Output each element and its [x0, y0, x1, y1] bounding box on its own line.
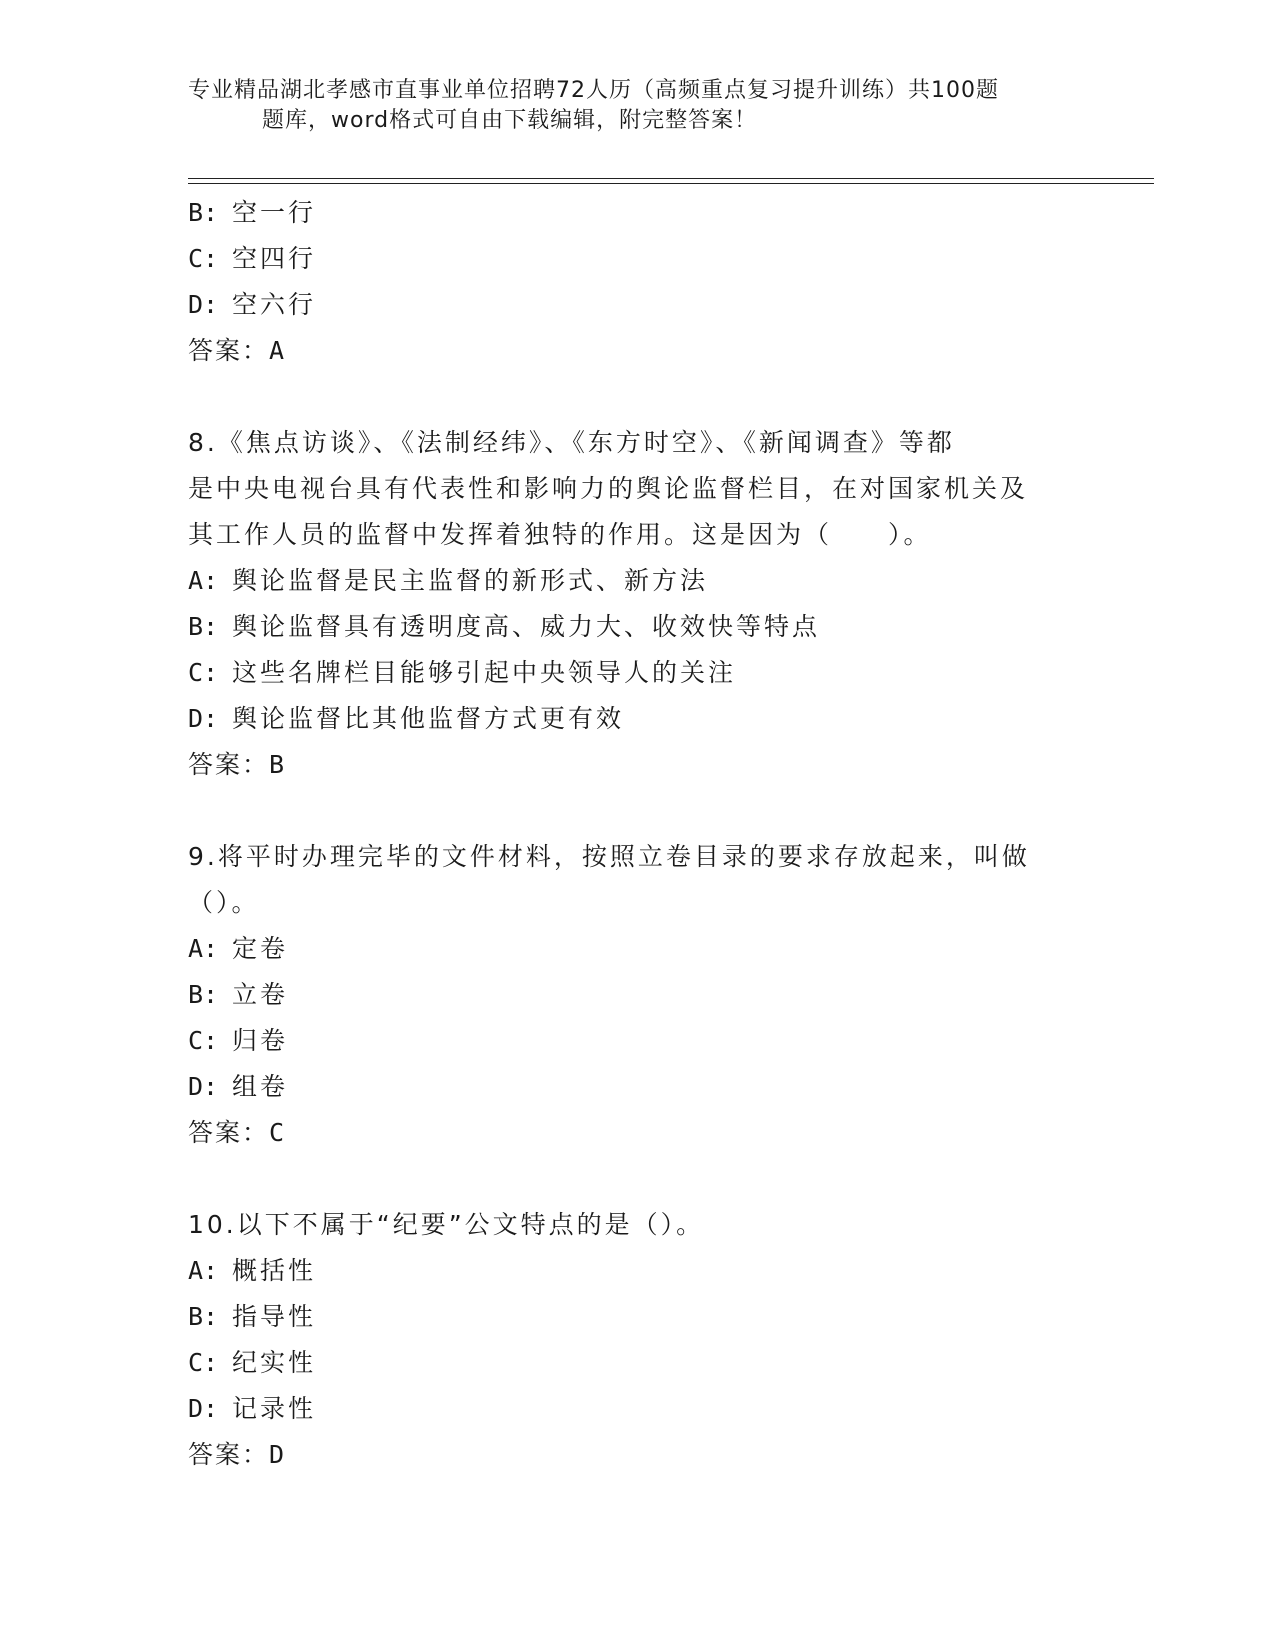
- option-key: D:: [188, 704, 219, 733]
- document-header: [188, 76, 1088, 136]
- question-stem-line: 8.《焦点访谈》、《法制经纬》、《东方时空》、《新闻调查》等都: [188, 428, 955, 457]
- question-stem-line: 9.将平时办理完毕的文件材料，按照立卷目录的要求存放起来，叫做: [188, 842, 1030, 871]
- option-c: [188, 1018, 1108, 1064]
- answer-value: C: [269, 1118, 287, 1147]
- question-spacer: [188, 788, 1108, 834]
- option-d: [188, 282, 1108, 328]
- option-text: 指导性: [232, 1302, 317, 1331]
- option-text: 舆论监督比其他监督方式更有效: [232, 704, 625, 733]
- question-stem-line: 其工作人员的监督中发挥着独特的作用。这是因为（ ）。: [188, 520, 932, 549]
- option-text: 这些名牌栏目能够引起中央领导人的关注: [232, 658, 737, 687]
- question-stem-line: 10.以下不属于“纪要”公文特点的是（）。: [188, 1210, 705, 1239]
- question-list: [188, 190, 1108, 1478]
- option-key: B:: [188, 612, 219, 641]
- answer-label: 答案：: [188, 336, 270, 365]
- option-text: 空一行: [232, 198, 317, 227]
- answer-line: [188, 328, 1108, 374]
- option-text: 归卷: [232, 1026, 289, 1055]
- option-b: [188, 1294, 1108, 1340]
- option-d: [188, 696, 1108, 742]
- option-c: [188, 650, 1108, 696]
- question-10: [188, 1202, 1108, 1478]
- option-c: [188, 1340, 1108, 1386]
- question-stem-line: 是中央电视台具有代表性和影响力的舆论监督栏目，在对国家机关及: [188, 474, 1029, 503]
- option-b: [188, 190, 1108, 236]
- question-stem-line: （）。: [188, 888, 260, 917]
- header-title-line-2: 题库，word格式可自由下载编辑，附完整答案！: [262, 108, 758, 133]
- answer-line: [188, 1432, 1108, 1478]
- option-text: 组卷: [232, 1072, 289, 1101]
- answer-label: 答案：: [188, 1118, 270, 1147]
- option-text: 空四行: [232, 244, 317, 273]
- option-text: 概括性: [232, 1256, 317, 1285]
- answer-line: [188, 1110, 1108, 1156]
- header-divider-top: [188, 178, 1154, 179]
- header-title-line-1: 专业精品湖北孝感市直事业单位招聘72人历（高频重点复习提升训练）共100题: [188, 78, 999, 103]
- answer-label: 答案：: [188, 1440, 270, 1469]
- option-key: C:: [188, 658, 219, 687]
- option-text: 舆论监督具有透明度高、威力大、收效快等特点: [232, 612, 821, 641]
- option-key: C:: [188, 244, 219, 273]
- option-key: C:: [188, 1026, 219, 1055]
- option-key: B:: [188, 980, 219, 1009]
- option-a: [188, 926, 1108, 972]
- answer-label: 答案：: [188, 750, 270, 779]
- option-key: D:: [188, 1394, 219, 1423]
- question-8: [188, 420, 1108, 788]
- option-key: B:: [188, 1302, 219, 1331]
- option-key: A:: [188, 934, 219, 963]
- option-text: 立卷: [232, 980, 289, 1009]
- option-key: A:: [188, 1256, 219, 1285]
- option-text: 空六行: [232, 290, 317, 319]
- option-key: D:: [188, 290, 219, 319]
- option-key: C:: [188, 1348, 219, 1377]
- option-key: B:: [188, 198, 219, 227]
- option-d: [188, 1064, 1108, 1110]
- option-b: [188, 604, 1108, 650]
- option-text: 记录性: [232, 1394, 317, 1423]
- option-key: A:: [188, 566, 219, 595]
- answer-value: B: [269, 750, 287, 779]
- question-spacer: [188, 374, 1108, 420]
- option-c: [188, 236, 1108, 282]
- option-text: 纪实性: [232, 1348, 317, 1377]
- answer-value: A: [269, 336, 287, 365]
- answer-value: D: [269, 1440, 287, 1469]
- question-spacer: [188, 1156, 1108, 1202]
- question-9: [188, 834, 1108, 1156]
- question-7: [188, 190, 1108, 374]
- option-b: [188, 972, 1108, 1018]
- answer-line: [188, 742, 1108, 788]
- header-divider-bottom: [188, 183, 1154, 184]
- option-text: 舆论监督是民主监督的新形式、新方法: [232, 566, 709, 595]
- option-a: [188, 1248, 1108, 1294]
- option-d: [188, 1386, 1108, 1432]
- option-text: 定卷: [232, 934, 289, 963]
- option-a: [188, 558, 1108, 604]
- option-key: D:: [188, 1072, 219, 1101]
